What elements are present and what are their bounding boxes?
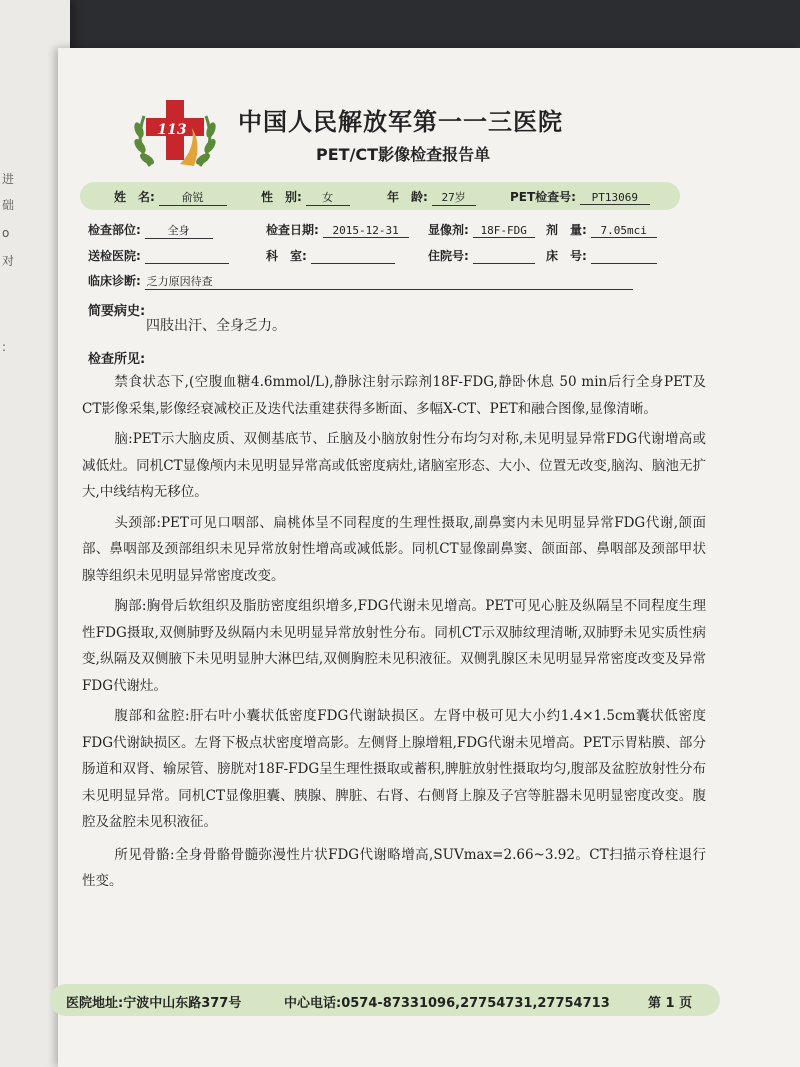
bed-field xyxy=(546,247,657,264)
edge-char: 进 xyxy=(2,172,15,186)
edge-char: o xyxy=(2,226,10,240)
department-field xyxy=(266,247,395,264)
inpatient-label: 住院号: xyxy=(428,249,469,263)
findings-paragraph-head-neck: 头颈部:PET可见口咽部、扁桃体呈不同程度的生理性摄取,副鼻窦内未见明显异常FDG代谢,颌面部、鼻咽部及颈部组织未见异常放射性增高或减低影。同机CT显像副鼻窦、颌面部、鼻咽部及颈部甲状腺等组织未见明显异常密度改变。 xyxy=(82,514,706,584)
referring-hospital xyxy=(145,249,229,264)
inpatient-field xyxy=(428,247,535,264)
report-title: PET/CT影像检查报告单 xyxy=(316,145,491,164)
referring-hospital-label: 送检医院: xyxy=(88,249,141,263)
bed-label: 床 号: xyxy=(546,249,587,263)
age-label: 年 龄: xyxy=(387,190,428,204)
hospital-name: 中国人民解放军第一一三医院 xyxy=(238,108,563,136)
dose-value: 7.05mci xyxy=(591,224,657,238)
exam-date-field xyxy=(266,221,409,238)
findings-paragraph-bones: 所见骨骼:全身骨骼骨髓弥漫性片状FDG代谢略增高,SUVmax=2.66~3.92。CT扫描示脊柱退行性变。 xyxy=(82,846,706,889)
history-text: 四肢出汗、全身乏力。 xyxy=(146,318,286,334)
patient-name: 俞锐 xyxy=(159,189,227,206)
history-label: 简要病史: xyxy=(88,304,146,319)
exam-part: 全身 xyxy=(145,222,213,239)
findings-paragraph-brain: 脑:PET示大脑皮质、双侧基底节、丘脑及小脑放射性分布均匀对称,未见明显异常FDG代谢增高或减低灶。同机CT显像颅内未见明显异常高或低密度病灶,诸脑室形态、大小、位置无改变,脑沟、脑池无扩大,中线结构无移位。 xyxy=(82,431,706,500)
exam-part-label: 检查部位: xyxy=(88,223,141,237)
pet-number-label: PET检查号: xyxy=(510,190,576,204)
exam-date-label: 检查日期: xyxy=(266,223,319,237)
report-page xyxy=(58,48,800,1067)
hospital-logo-icon xyxy=(130,94,220,184)
patient-name-field xyxy=(114,188,227,206)
referring-hospital-field xyxy=(88,247,229,264)
patient-age: 27岁 xyxy=(432,189,476,206)
clinical-diagnosis: 乏力原因待查 xyxy=(145,273,633,290)
logo-number: 113 xyxy=(157,122,187,138)
findings-paragraph-abdomen: 腹部和盆腔:肝右叶小囊状低密度FDG代谢缺损区。左肾中极可见大小约1.4×1.5cm囊状低密度FDG代谢缺损区。左肾下极点状密度增高影。左侧肾上腺增粗,FDG代谢未见增高。PET示胃粘膜、部分肠道和双肾、输尿管、膀胱对18F-FDG呈生理性摄取或蓄积,脾脏放射性摄取均匀,腹部及盆腔放射性分布未见明显异常。同机CT显像胆囊、胰腺、脾脏、右肾、右侧肾上腺及子宫等脏器未见明显密度改变。腹腔及盆腔未见积液征。 xyxy=(82,708,706,830)
gender-label: 性 别: xyxy=(261,190,302,204)
footer-phone: 中心电话:0574-87331096,27754731,27754713 xyxy=(284,996,610,1011)
findings-label: 检查所见: xyxy=(88,352,146,367)
clinical-diagnosis-label: 临床诊断: xyxy=(88,274,141,288)
footer-address: 医院地址:宁波中山东路377号 xyxy=(66,996,242,1011)
bed-number xyxy=(591,249,657,264)
gender-field xyxy=(261,188,350,206)
dose-field xyxy=(546,221,657,238)
tracer-label: 显像剂: xyxy=(428,223,469,237)
patient-gender: 女 xyxy=(306,189,350,206)
page-number: 第 1 页 xyxy=(648,996,693,1011)
findings-paragraph-protocol: 禁食状态下,(空腹血糖4.6mmol/L),静脉注射示踪剂18F-FDG,静卧休息 50 min后行全身PET及CT影像采集,影像经衰减校正及迭代法重建获得多断面、多幅X-CT、PET和融合图像,显像清晰。 xyxy=(82,374,706,417)
edge-char: : xyxy=(2,340,7,354)
department-label: 科 室: xyxy=(266,249,307,263)
findings-body xyxy=(82,369,706,895)
name-label: 姓 名: xyxy=(114,190,155,204)
inpatient-number xyxy=(473,249,535,264)
department xyxy=(311,249,395,264)
findings-paragraph-chest: 胸部:胸骨后软组织及脂肪密度组织增多,FDG代谢未见增高。PET可见心脏及纵隔呈不同程度生理性FDG摄取,双侧肺野及纵隔内未见明显异常放射性分布。同机CT示双肺纹理清晰,双肺野未见实质性病变,纵隔及双侧腋下未见明显肿大淋巴结,双侧胸腔未见积液征。双侧乳腺区未见明显异常密度改变及异常FDG代谢灶。 xyxy=(82,598,706,694)
pet-number: PT13069 xyxy=(580,191,650,205)
tracer-value: 18F-FDG xyxy=(473,224,535,238)
exam-part-field xyxy=(88,221,213,239)
tracer-field xyxy=(428,221,535,238)
clinical-diagnosis-field xyxy=(88,272,633,290)
dose-label: 剂 量: xyxy=(546,223,587,237)
edge-char: 对 xyxy=(2,254,15,268)
footer-bar xyxy=(50,984,720,1016)
pet-number-field xyxy=(510,188,650,205)
exam-date: 2015-12-31 xyxy=(323,224,409,238)
edge-char: 础 xyxy=(2,198,15,212)
age-field xyxy=(387,188,476,206)
